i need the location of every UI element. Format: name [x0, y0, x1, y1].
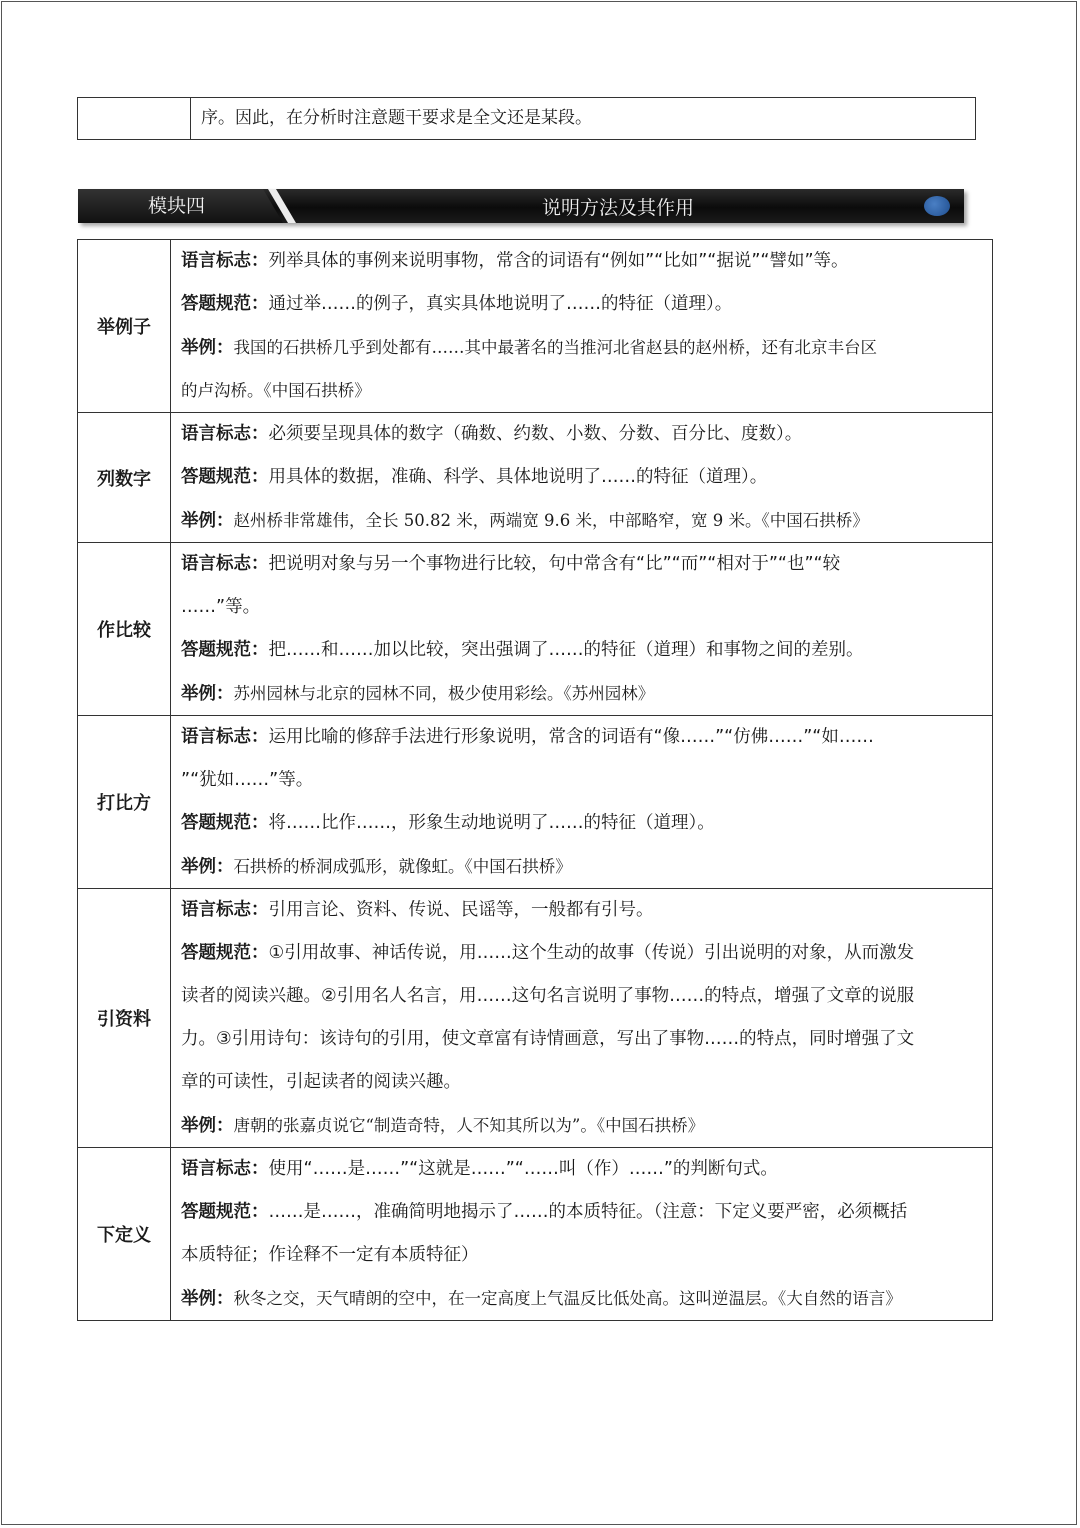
method-content — [171, 1148, 993, 1321]
line-text: ”“犹如……”等。 — [181, 770, 314, 790]
content-line — [181, 413, 988, 456]
line-key: 举例： — [181, 684, 234, 704]
continuation-name-cell — [78, 98, 191, 139]
line-key: 答题规范： — [181, 294, 269, 314]
line-text: 我国的石拱桥几乎到处都有……其中最著名的当推河北省赵县的赵州桥，还有北京丰台区 — [233, 338, 877, 357]
line-text: 引用言论、资料、传说、民谣等，一般都有引号。 — [268, 900, 654, 920]
line-key: 语言标志： — [181, 1159, 269, 1179]
line-key: 举例： — [181, 857, 234, 877]
content-line — [181, 672, 988, 715]
module-title: 说明方法及其作用 — [541, 197, 694, 219]
content-line — [181, 716, 988, 759]
line-text: 必须要呈现具体的数字（确数、约数、小数、分数、百分比、度数）。 — [268, 424, 803, 444]
line-key: 语言标志： — [181, 727, 269, 747]
line-text: 将……比作……，形象生动地说明了……的特征（道理）。 — [268, 813, 715, 833]
line-key: 语言标志： — [181, 900, 269, 920]
methods-table — [77, 239, 993, 1321]
content-line — [181, 456, 988, 499]
content-line — [181, 1018, 988, 1061]
method-name: 下定义 — [78, 1148, 171, 1321]
method-row — [78, 1148, 993, 1321]
content-line — [181, 326, 988, 369]
banner-dot-icon — [924, 196, 950, 216]
line-key: 答题规范： — [181, 943, 269, 963]
line-key: 答题规范： — [181, 640, 269, 660]
content-line — [181, 586, 988, 629]
line-key: 答题规范： — [181, 467, 269, 487]
line-key: 答题规范： — [181, 1202, 269, 1222]
content-line — [181, 1104, 988, 1147]
line-key: 举例： — [181, 1116, 234, 1136]
content-line — [181, 1061, 988, 1104]
line-text: 的卢沟桥。《中国石拱桥》 — [181, 381, 371, 400]
method-content — [171, 889, 993, 1148]
method-row — [78, 240, 993, 413]
continuation-text: 序。因此，在分析时注意题干要求是全文还是某段。 — [201, 108, 592, 128]
continuation-table — [77, 97, 976, 140]
content-line — [181, 1191, 988, 1234]
line-text: 运用比喻的修辞手法进行形象说明，常含的词语有“像……”“仿佛……”“如…… — [268, 727, 874, 747]
line-text: 通过举……的例子，真实具体地说明了……的特征（道理）。 — [268, 294, 733, 314]
line-text: 唐朝的张嘉贞说它“制造奇特，人不知其所以为”。《中国石拱桥》 — [233, 1116, 705, 1135]
content-line — [181, 845, 988, 888]
method-content — [171, 716, 993, 889]
line-text: 用具体的数据，准确、科学、具体地说明了……的特征（道理）。 — [268, 467, 768, 487]
line-text: 读者的阅读兴趣。②引用名人名言，用……这句名言说明了事物……的特点，增强了文章的说服 — [181, 986, 915, 1006]
line-text: 章的可读性，引起读者的阅读兴趣。 — [181, 1072, 461, 1092]
line-text: 本质特征；作诠释不一定有本质特征） — [181, 1245, 479, 1265]
content-line — [181, 1148, 988, 1191]
content-line — [181, 240, 988, 283]
method-row — [78, 413, 993, 543]
content-line — [181, 975, 988, 1018]
content-line — [181, 1234, 988, 1277]
method-name: 列数字 — [78, 413, 171, 543]
content-line — [181, 759, 988, 802]
method-row — [78, 889, 993, 1148]
module-label: 模块四 — [148, 195, 206, 217]
line-text: 秋冬之交，天气晴朗的空中，在一定高度上气温反比低处高。这叫逆温层。《大自然的语言》 — [233, 1289, 902, 1308]
method-name: 打比方 — [78, 716, 171, 889]
content-line — [181, 932, 988, 975]
method-row — [78, 716, 993, 889]
line-text: 列举具体的事例来说明事物，常含的词语有“例如”“比如”“据说”“譬如”等。 — [268, 251, 849, 271]
line-text: 使用“……是……”“这就是……”“……叫（作）……”的判断句式。 — [268, 1159, 778, 1179]
line-text: 石拱桥的桥洞成弧形，就像虹。《中国石拱桥》 — [233, 857, 572, 876]
line-key: 语言标志： — [181, 424, 269, 444]
line-text: ①引用故事、神话传说，用……这个生动的故事（传说）引出说明的对象，从而激发 — [268, 943, 915, 963]
method-content — [171, 543, 993, 716]
method-content — [171, 240, 993, 413]
method-content — [171, 413, 993, 543]
line-key: 答题规范： — [181, 813, 269, 833]
content-line — [181, 629, 988, 672]
method-name: 引资料 — [78, 889, 171, 1148]
line-text: 苏州园林与北京的园林不同，极少使用彩绘。《苏州园林》 — [233, 684, 655, 703]
content-line — [181, 889, 988, 932]
line-key: 语言标志： — [181, 251, 269, 271]
content-line — [181, 1277, 988, 1320]
content-line — [181, 802, 988, 845]
method-row — [78, 543, 993, 716]
line-key: 举例： — [181, 1289, 234, 1309]
line-text: ……”等。 — [181, 597, 261, 617]
method-name: 作比较 — [78, 543, 171, 716]
content-line — [181, 543, 988, 586]
content-line — [181, 499, 988, 542]
line-text: ……是……，准确简明地揭示了……的本质特征。（注意：下定义要严密，必须概括 — [268, 1202, 908, 1222]
content-line — [181, 283, 988, 326]
line-key: 举例： — [181, 338, 234, 358]
line-text: 把说明对象与另一个事物进行比较，句中常含有“比”“而”“相对于”“也”“较 — [268, 554, 841, 574]
line-text: 赵州桥非常雄伟，全长 50.82 米，两端宽 9.6 米，中部略窄，宽 9 米。《中国石拱桥》 — [233, 511, 869, 530]
line-text: 力。③引用诗句：该诗句的引用，使文章富有诗情画意，写出了事物……的特点，同时增强了文 — [181, 1029, 915, 1049]
line-key: 举例： — [181, 511, 234, 531]
line-key: 语言标志： — [181, 554, 269, 574]
method-name: 举例子 — [78, 240, 171, 413]
content-line — [181, 369, 988, 412]
module-banner — [78, 189, 964, 223]
line-text: 把……和……加以比较，突出强调了……的特征（道理）和事物之间的差别。 — [268, 640, 864, 660]
